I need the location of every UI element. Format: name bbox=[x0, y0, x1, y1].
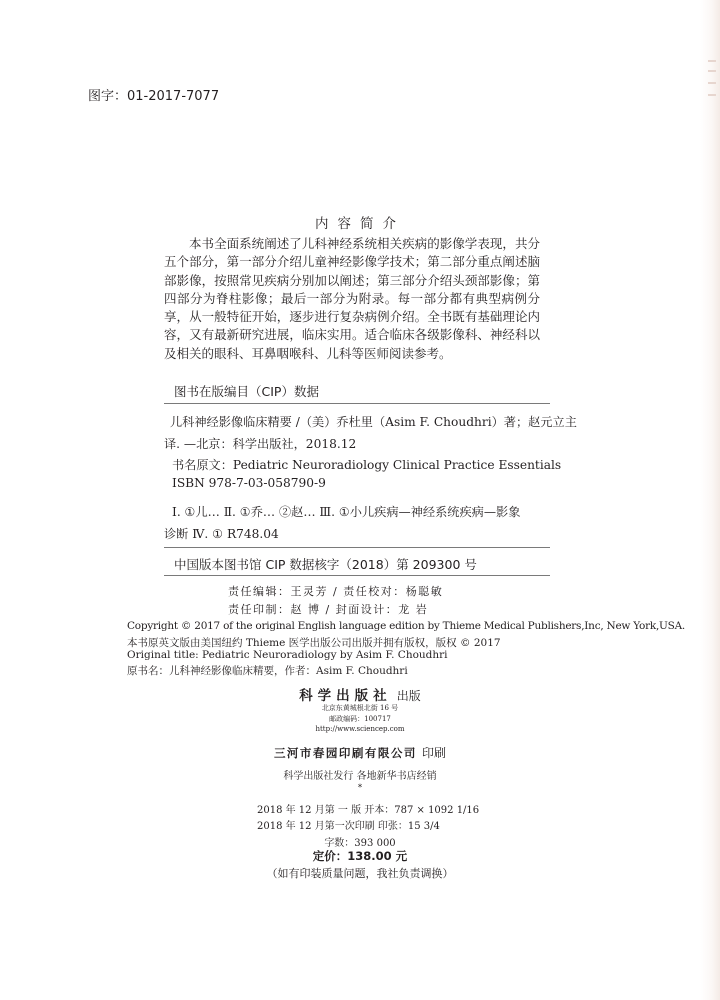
edition-line-3: 字数：393 000 bbox=[324, 838, 396, 849]
cip-line-6: 诊断 Ⅳ. ① R748.04 bbox=[164, 527, 279, 541]
cip-line-2: 译. —北京：科学出版社，2018.12 bbox=[164, 437, 357, 451]
printer-suffix: 印刷 bbox=[422, 746, 447, 760]
copyright-line-2: 本书原英文版由美国纽约 Thieme 医学出版公司出版并拥有版权，版权 © 2017 bbox=[127, 637, 501, 649]
quality-note: （如有印装质量问题，我社负责调换） bbox=[266, 867, 454, 880]
cip-line-5: Ⅰ. ①儿… Ⅱ. ①乔… ②赵… Ⅲ. ①小儿疾病—神经系统疾病—影象 bbox=[172, 505, 521, 519]
summary-title: 内容简介 bbox=[315, 216, 405, 232]
cip-top-rule bbox=[164, 403, 550, 404]
cip-mid-rule bbox=[164, 547, 550, 548]
summary-body: 本书全面系统阐述了儿科神经系统相关疾病的影像学表现，共分五个部分，第一部分介绍儿童神经影像学技术；第二部分重点阐述脑部影像，按照常见疾病分别加以阐述；第三部分介绍头颈部影像；第四部分为脊柱影像；最后一部分为附录。每一部分都有典型病例分享，从一般特征开始，逐步进行复杂病例介绍。全书既有基础理论内容，又有最新研究进展，临床实用。适合临床各级影像科、神经科以及相关的眼科、耳鼻咽喉科、儿科等医师阅读参考。 bbox=[164, 236, 540, 361]
cip-heading: 图书在版编目（CIP）数据 bbox=[174, 384, 319, 399]
cip-line-3: 书名原文：Pediatric Neuroradiology Clinical Practice Essentials bbox=[172, 458, 562, 472]
cip-bottom-rule bbox=[164, 575, 550, 576]
distribution-line: 科学出版社发行 各地新华书店经销 bbox=[283, 771, 437, 782]
cip-line-4: ISBN 978-7-03-058790-9 bbox=[172, 476, 326, 490]
printer-block bbox=[0, 742, 720, 761]
printer-logo: 三河市春园印刷有限公司 bbox=[273, 746, 417, 760]
edition-line-1: 2018 年 12 月第 一 版 开本：787 × 1092 1/16 bbox=[257, 805, 480, 816]
publisher-block bbox=[0, 684, 720, 704]
copyright-line-4: 原书名：儿科神经影像临床精要，作者：Asim F. Choudhri bbox=[127, 665, 408, 677]
cip-number: 中国版本图书馆 CIP 数据核字（2018）第 209300 号 bbox=[174, 557, 477, 572]
edition-line-2: 2018 年 12 月第一次印刷 印张：15 3/4 bbox=[257, 821, 440, 832]
price: 定价：138.00 元 bbox=[312, 849, 408, 863]
separator-star: * bbox=[357, 783, 363, 793]
copyright-line-1: Copyright © 2017 of the original English language edition by Thieme Medical Publishers,Inc, New York,USA. bbox=[127, 620, 686, 632]
editors-row-1: 责任编辑：王灵芳 / 责任校对：杨聪敏 bbox=[228, 585, 444, 598]
cip-line-1: 儿科神经影像临床精要 /（美）乔杜里（Asim F. Choudhri）著；赵元立主 bbox=[170, 415, 577, 429]
copyright-line-3: Original title: Pediatric Neuroradiology by Asim F. Choudhri bbox=[127, 649, 448, 661]
publisher-address: 北京东黄城根北街 16 号 bbox=[321, 704, 399, 712]
publisher-suffix: 出版 bbox=[396, 689, 421, 703]
publisher-logo: 科学出版社 bbox=[299, 688, 392, 704]
editors-row-2: 责任印制：赵 博 / 封面设计：龙 岩 bbox=[228, 603, 429, 616]
publisher-postcode: 邮政编码：100717 bbox=[329, 715, 391, 723]
publisher-url: http://www.sciencep.com bbox=[315, 725, 405, 733]
copyright-registration-code: 图字：01-2017-7077 bbox=[88, 89, 220, 104]
